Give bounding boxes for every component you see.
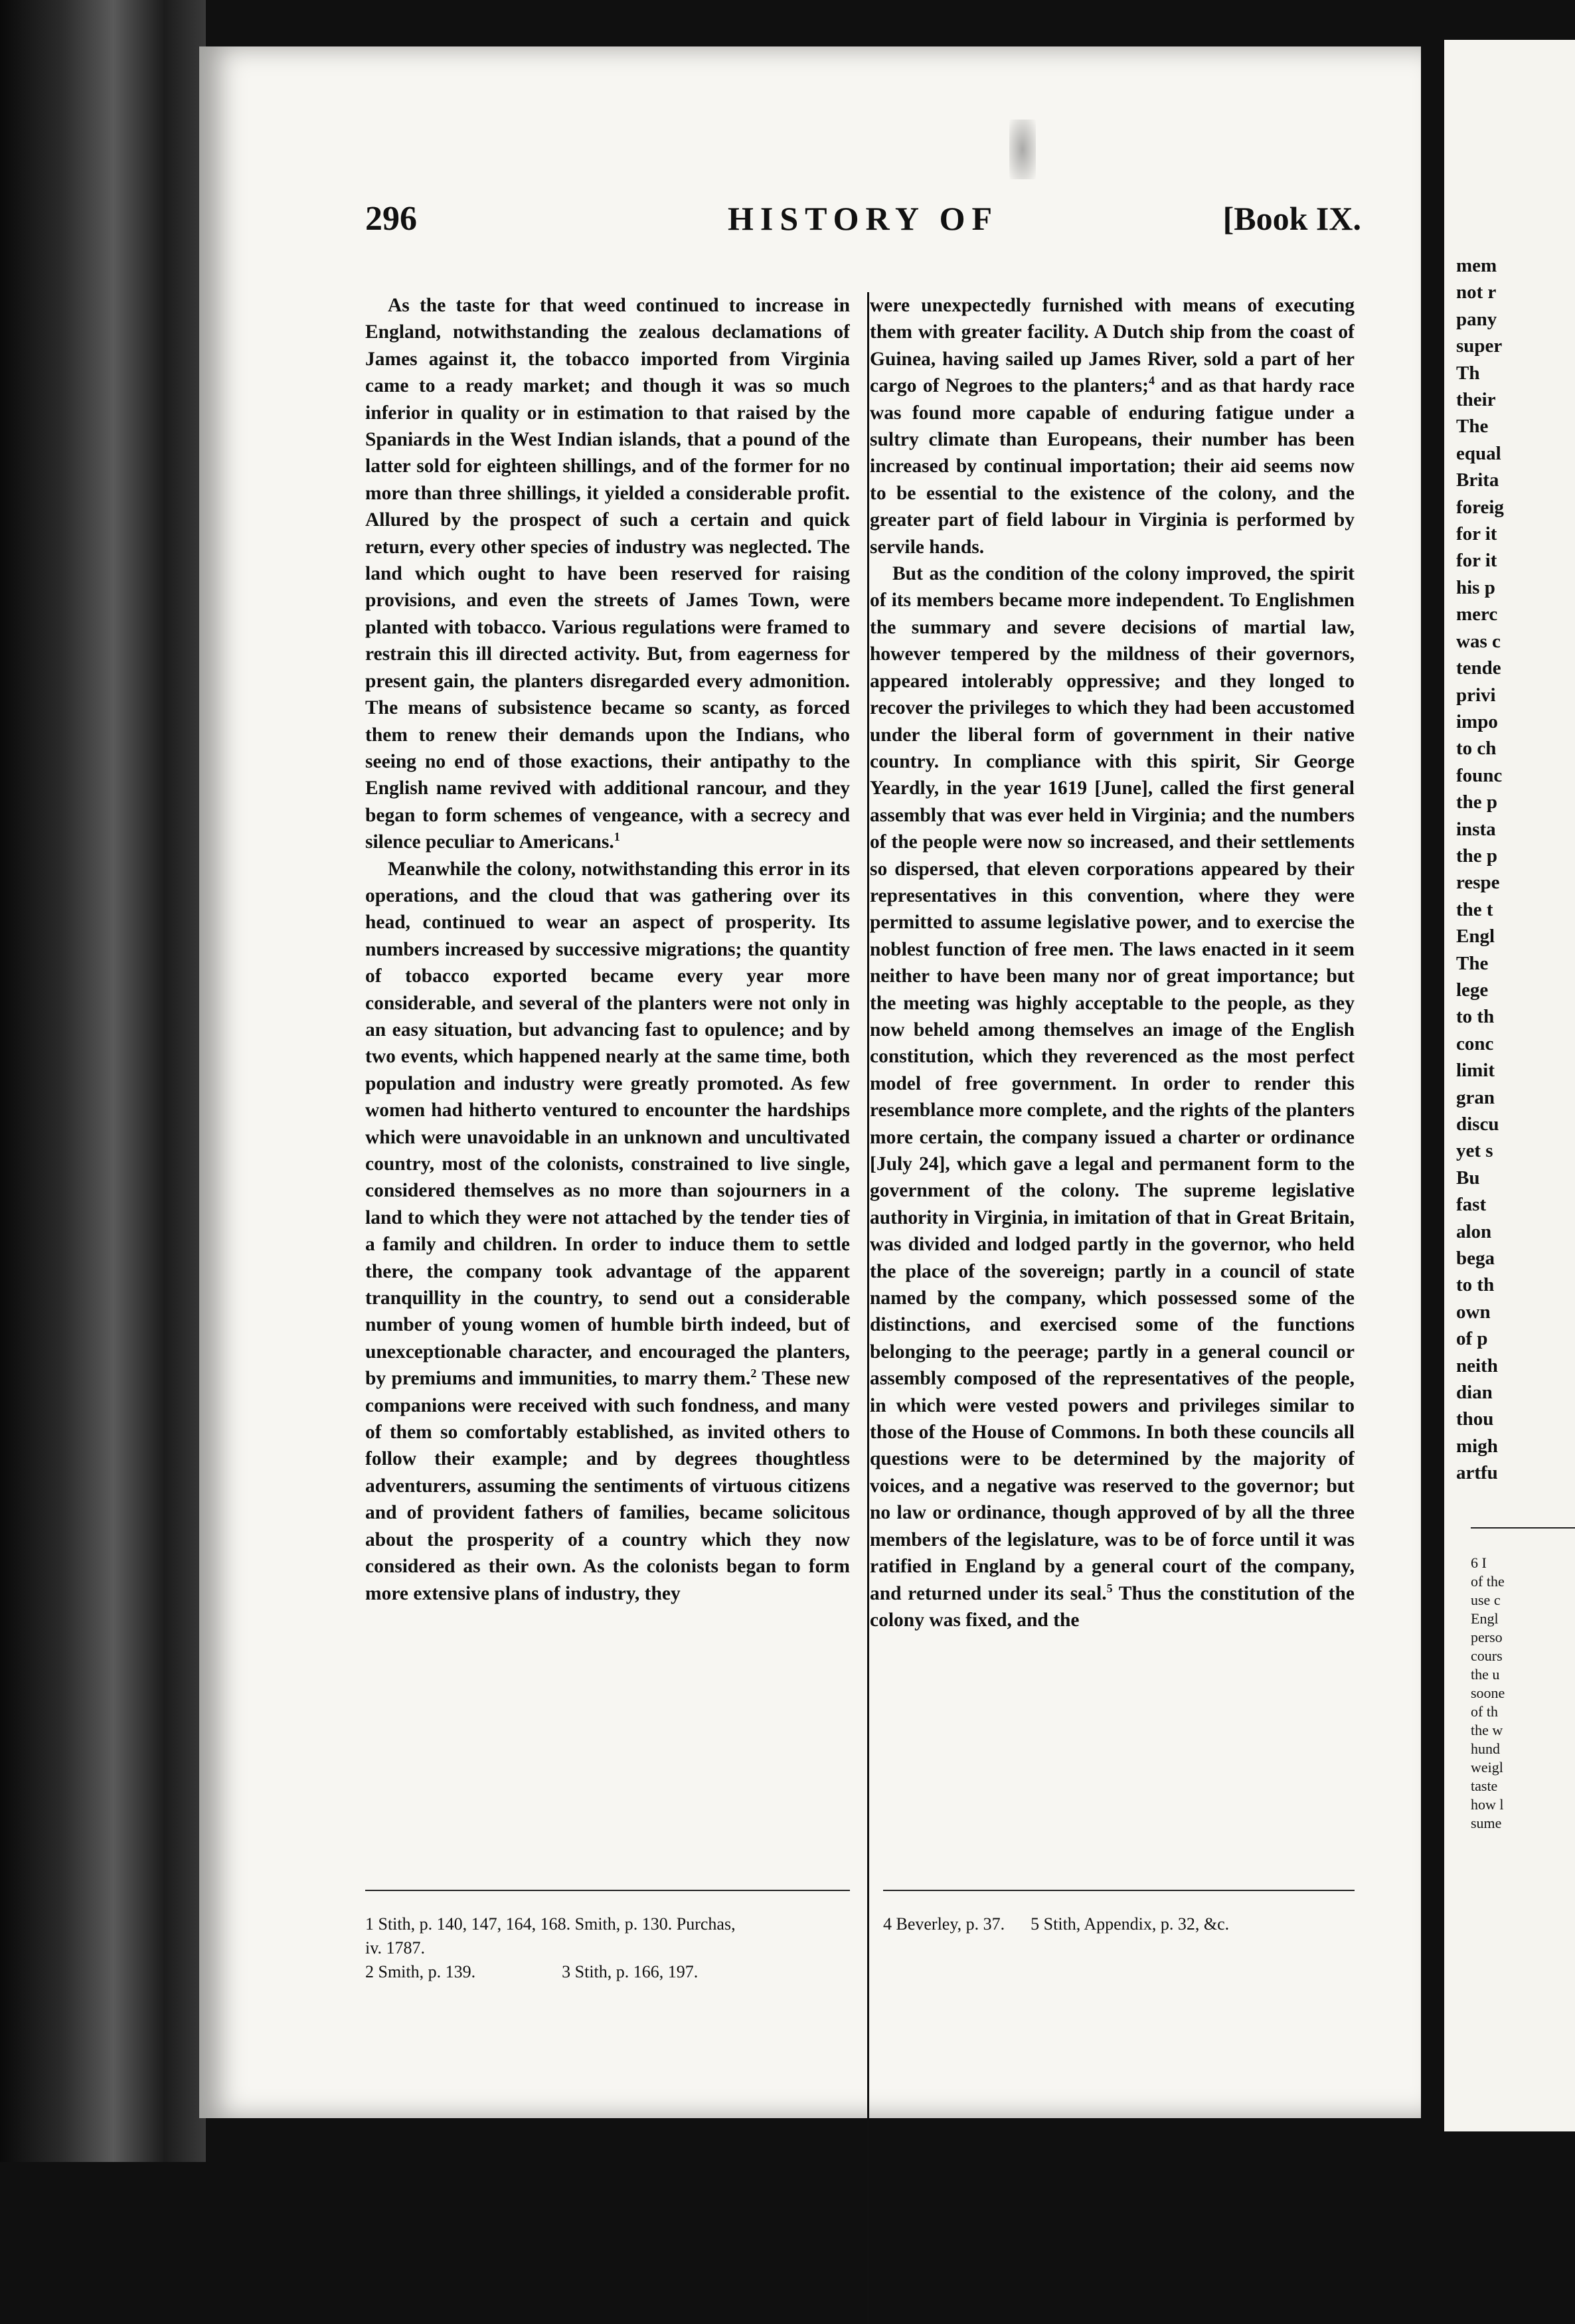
facing-line: to th: [1456, 1274, 1495, 1296]
facing-line: gran: [1456, 1086, 1495, 1108]
facing-line: The: [1456, 952, 1489, 974]
facing-line: own: [1456, 1301, 1491, 1323]
facing-line: migh: [1456, 1435, 1498, 1457]
facing-line: for it: [1456, 523, 1497, 545]
footnotes-left: [365, 1912, 850, 1984]
facing-line: the t: [1456, 898, 1493, 920]
right-column: [870, 292, 1355, 1872]
footnote: 2 Smith, p. 139. 3 Stith, p. 166, 197.: [365, 1962, 699, 1981]
facing-footnote-line: perso: [1471, 1629, 1503, 1645]
facing-line: lege: [1456, 979, 1489, 1001]
facing-footnote-line: cours: [1471, 1647, 1503, 1664]
facing-line: thou: [1456, 1408, 1494, 1430]
facing-line: impo: [1456, 710, 1498, 732]
facing-footnote-line: sume: [1471, 1815, 1502, 1831]
facing-page-footnotes: [1471, 1554, 1575, 1833]
left-column: [365, 292, 850, 1872]
facing-line: to th: [1456, 1006, 1495, 1028]
facing-footnote-line: 6 I: [1471, 1554, 1487, 1571]
facing-page-text: [1456, 252, 1575, 1487]
footnote-rule: [1471, 1527, 1575, 1529]
footnote-ref: 1: [614, 830, 620, 844]
facing-footnote-line: taste: [1471, 1778, 1498, 1794]
facing-line: dian: [1456, 1382, 1493, 1404]
footnote-ref: 4: [1148, 374, 1155, 388]
facing-footnote-line: of the: [1471, 1573, 1505, 1590]
paragraph: were unexpectedly furnished with means of executing them with greater facility. A Dutch ship from the coast of Guinea, having sailed up James River, sold a part of her cargo of Negroes to the planters;$^4$ and as that hardy race was found more capable of enduring fatigue under a sultry climate than Europeans, their number has been increased by continual importation; their aid seems now to be essential to the existence of the colony, and the greater part of field labour in Virginia is performed by servile hands.: [870, 295, 1355, 558]
facing-line: insta: [1456, 818, 1496, 840]
facing-line: limit: [1456, 1060, 1495, 1082]
facing-line: the p: [1456, 845, 1498, 867]
footnote-ref: 2: [750, 1367, 757, 1380]
facing-line: Bu: [1456, 1167, 1480, 1189]
facing-footnote-line: weigl: [1471, 1759, 1503, 1776]
book-page: [199, 46, 1421, 2118]
facing-line: privi: [1456, 684, 1496, 706]
facing-line: alon: [1456, 1220, 1492, 1242]
facing-line: their: [1456, 389, 1496, 411]
footnote: 1 Stith, p. 140, 147, 164, 168. Smith, p. 130. Purchas,: [365, 1914, 736, 1934]
page-number: 296: [365, 200, 417, 238]
facing-line: foreig: [1456, 496, 1504, 518]
facing-line: bega: [1456, 1248, 1495, 1270]
facing-line: The: [1456, 416, 1489, 438]
facing-footnote-line: Engl: [1471, 1610, 1499, 1627]
facing-line: was c: [1456, 630, 1501, 652]
facing-line: equal: [1456, 442, 1501, 464]
facing-line: super: [1456, 335, 1503, 357]
footnote-rule: [883, 1890, 1355, 1891]
facing-line: neith: [1456, 1355, 1498, 1376]
footnote-ref: 5: [1106, 1581, 1113, 1595]
book-binding: [0, 0, 206, 2162]
paragraph: Meanwhile the colony, notwithstanding this error in its operations, and the cloud that was gathering over its head, continued to wear an aspect of prosperity. Its numbers increased by successive migrations; the quantity of tobacco exported became every year more considerable, and several of the planters were not only in an easy situation, but advancing fast to opulence; and by two events, which happened nearly at the same time, both population and industry were greatly promoted. As few women had hitherto ventured to encounter the hardships which were unavoidable in an unknown and uncultivated country, most of the colonists, constrained to live single, considered themselves as no more than sojourners in a land to which they were not attached by the tender ties of a family and children. In order to induce them to settle there, the company took advantage of the apparent tranquillity in the country, to send out a considerable number of young women of humble birth indeed, but of unexceptionable character, and encouraged the planters, by premiums and immunities, to marry them.$^2$ These new companions were received with such fondness, and many of them so comfortably established, as invited others to follow their example; and by degrees thoughtless adventurers, assuming the sentiments of virtuous citizens and of provident fathers of families, became solicitous about the prosperity of a country which they now considered as their own. As the colonists began to form more extensive plans of industry, they: [365, 858, 850, 1604]
facing-footnote-line: use c: [1471, 1592, 1501, 1608]
facing-line: not r: [1456, 282, 1497, 303]
facing-line: mem: [1456, 255, 1497, 276]
facing-line: founc: [1456, 764, 1503, 786]
facing-line: conc: [1456, 1033, 1494, 1054]
running-head: [365, 199, 1361, 252]
facing-line: respe: [1456, 872, 1500, 894]
paragraph: But as the condition of the colony improved, the spirit of its members became more independent. To Englishmen the summary and severe decisions of martial law, however tempered by the mildness of their governors, appeared intolerably oppressive; and they longed to recover the privileges to which they had been accustomed under the liberal form of government in their native country. In compliance with this spirit, Sir George Yeardly, in the year 1619 [June], called the first general assembly that was ever held in Virginia; and the numbers of the people were now so increased, and their settlements so dispersed, that eleven corporations appeared by their representatives in this convention, where they were permitted to assume legislative power, and to exercise the noblest function of free men. The laws enacted in it seem neither to have been many nor of great importance; but the meeting was highly acceptable to the people, as they now beheld among themselves an image of the English constitution, which they reverenced as the most perfect model of free government. In order to render this resemblance more complete, and the rights of the planters more certain, the company issued a charter or ordinance [July 24], which gave a legal and permanent form to the government of the colony. The supreme legislative authority in Virginia, in imitation of that in Great Britain, was divided and lodged partly in the governor, who held the place of the sovereign; partly in a council of state named by the company, which possessed some of the distinctions, and exercised some of the functions belonging to the peerage; partly in a general council or assembly composed of the representatives of the people, in which were vested powers and privileges similar to those of the House of Commons. In both these councils all questions were to be determined by the majority of voices, and a negative was reserved to the governor; but no law or ordinance, though approved of by all the three members of the legislature, was to be of force until it was ratified in England by a general court of the company, and returned under its seal.$^5$ Thus the constitution of the colony was fixed, and the: [870, 563, 1355, 1631]
facing-footnote-line: the u: [1471, 1666, 1500, 1683]
facing-line: his p: [1456, 576, 1495, 598]
facing-line: discu: [1456, 1114, 1499, 1135]
facing-footnote-line: the w: [1471, 1722, 1503, 1738]
facing-line: tende: [1456, 657, 1501, 679]
facing-line: fast: [1456, 1194, 1487, 1216]
footnote: iv. 1787.: [365, 1938, 426, 1957]
facing-line: to ch: [1456, 738, 1497, 760]
running-title: HISTORY OF: [727, 200, 999, 237]
facing-line: Th: [1456, 362, 1480, 384]
facing-line: Brita: [1456, 469, 1499, 491]
facing-footnote-line: of th: [1471, 1703, 1498, 1720]
footnotes-right: [883, 1912, 1355, 1936]
footnote: 4 Beverley, p. 37. 5 Stith, Appendix, p. 32, &c.: [883, 1914, 1230, 1934]
facing-line: artfu: [1456, 1462, 1498, 1484]
book-label: [Book IX.: [1222, 200, 1361, 237]
facing-line: of p: [1456, 1328, 1488, 1350]
ink-smudge: [1009, 120, 1036, 179]
facing-line: pany: [1456, 308, 1497, 330]
facing-line: Engl: [1456, 926, 1495, 948]
facing-line: yet s: [1456, 1140, 1493, 1162]
facing-page: [1444, 40, 1575, 2131]
facing-line: merc: [1456, 604, 1498, 625]
paragraph: As the taste for that weed continued to increase in England, notwithstanding the zealous declamations of James against it, the tobacco imported from Virginia came to a ready market; and though it was so much inferior in quality or in estimation to that raised by the Spaniards in the West Indian islands, that a pound of the latter sold for eighteen shillings, and of the former for no more than three shillings, it yielded a considerable profit. Allured by the prospect of such a certain and quick return, every other species of industry was neglected. The land which ought to have been reserved for raising provisions, and even the streets of James Town, were planted with tobacco. Various regulations were framed to restrain this ill directed activity. But, from eagerness for present gain, the planters disregarded every admonition. The means of subsistence became so scanty, as forced them to renew their demands upon the Indians, who seeing no end of those exactions, their antipathy to the English name revived with additional rancour, and they began to form schemes of vengeance, with a secrecy and silence peculiar to Americans.$^1$: [365, 295, 850, 853]
facing-line: the p: [1456, 791, 1498, 813]
column-divider: [867, 292, 869, 2324]
facing-footnote-line: how l: [1471, 1796, 1504, 1813]
facing-footnote-line: soone: [1471, 1685, 1505, 1701]
facing-footnote-line: hund: [1471, 1740, 1500, 1757]
facing-line: for it: [1456, 550, 1497, 572]
footnote-rule: [365, 1890, 850, 1891]
